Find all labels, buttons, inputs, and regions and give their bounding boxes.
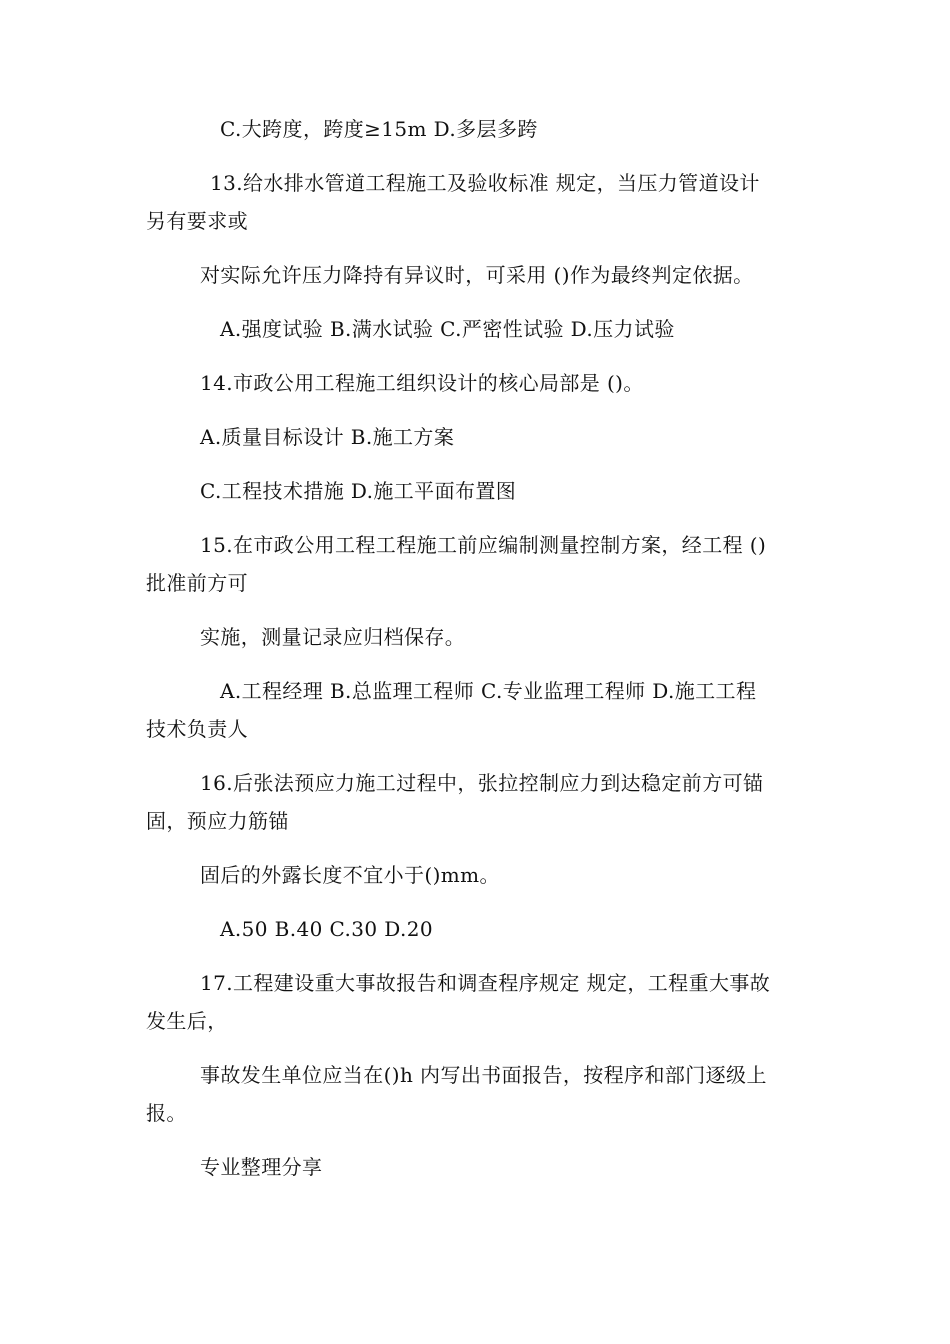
- line-q16-options: A.50 B.40 C.30 D.20: [220, 917, 433, 941]
- line-q17-stem-cont: 发生后，: [146, 1009, 228, 1033]
- line-q17-stem-2-cont: 报。: [146, 1101, 187, 1125]
- line-q13-stem: 13.给水排水管道工程施工及验收标准 规定，当压力管道设计: [210, 171, 760, 195]
- line-q15-options-cont: 技术负责人: [146, 717, 248, 741]
- line-q15-stem-2: 实施，测量记录应归档保存。: [200, 625, 466, 649]
- line-q15-options: A.工程经理 B.总监理工程师 C.专业监理工程师 D.施工工程: [220, 679, 757, 703]
- line-q14-stem: 14.市政公用工程施工组织设计的核心局部是 ()。: [200, 371, 644, 395]
- line-q15-stem-cont: 批准前方可: [146, 571, 248, 595]
- line-q16-stem-2: 固后的外露长度不宜小于()mm。: [200, 863, 500, 887]
- line-q14-options-cd: C.工程技术措施 D.施工平面布置图: [200, 479, 517, 503]
- line-q15-stem: 15.在市政公用工程工程施工前应编制测量控制方案，经工程 (): [200, 533, 767, 557]
- line-q16-stem: 16.后张法预应力施工过程中，张拉控制应力到达稳定前方可锚: [200, 771, 764, 795]
- line-q17-stem: 17.工程建设重大事故报告和调查程序规定 规定，工程重大事故: [200, 971, 771, 995]
- line-q13-stem-2: 对实际允许压力降持有异议时，可采用 ()作为最终判定依据。: [200, 263, 754, 287]
- line-q13-options: A.强度试验 B.满水试验 C.严密性试验 D.压力试验: [220, 317, 675, 341]
- footer-note: 专业整理分享: [200, 1155, 323, 1179]
- line-q12-option-cd: C.大跨度，跨度≥15m D.多层多跨: [220, 117, 538, 141]
- line-q13-stem-cont: 另有要求或: [146, 209, 248, 233]
- line-q16-stem-cont: 固，预应力筋锚: [146, 809, 289, 833]
- line-q14-options-ab: A.质量目标设计 B.施工方案: [200, 425, 455, 449]
- line-q17-stem-2: 事故发生单位应当在()h 内写出书面报告，按程序和部门逐级上: [200, 1063, 767, 1087]
